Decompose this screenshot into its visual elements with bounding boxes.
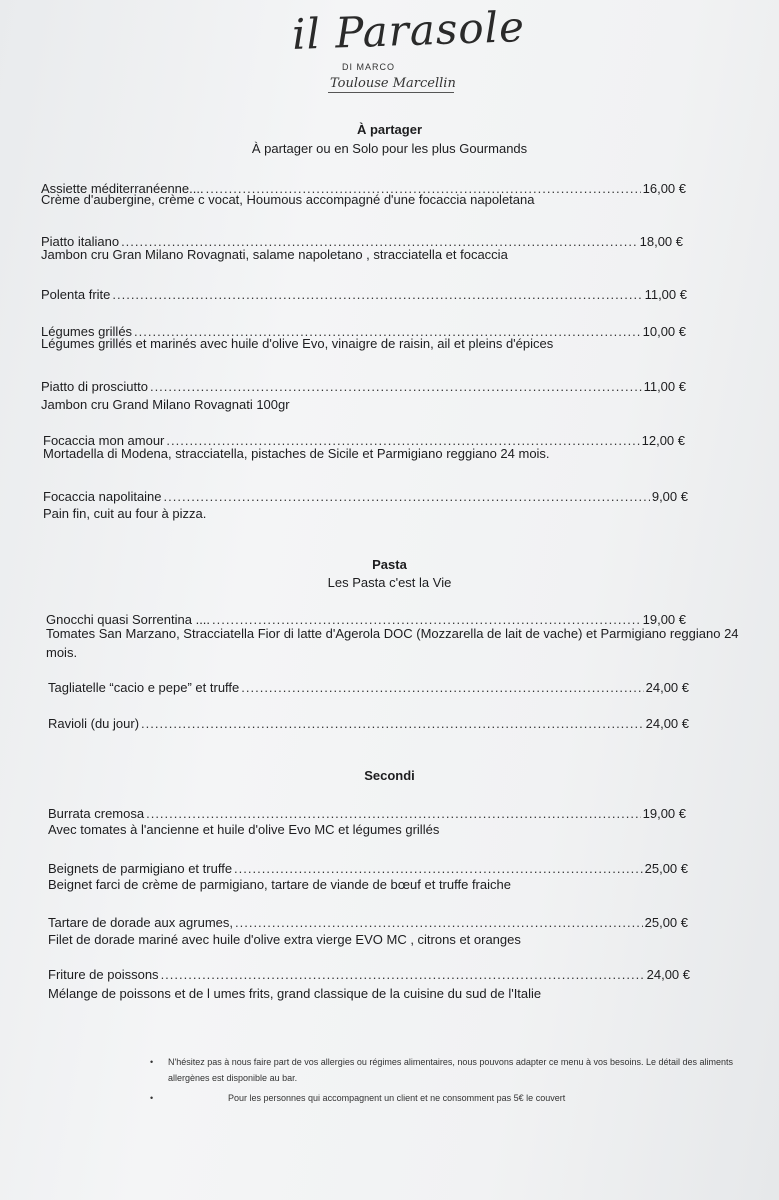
item-name: Piatto di prosciutto	[41, 379, 148, 394]
item-name: Légumes grillés	[41, 324, 133, 339]
logo-name: il Parasole	[291, 1, 526, 60]
allergy-note	[150, 1054, 760, 1086]
item-description: Légumes grillés et marinés avec huile d'olive Evo, vinaigre de raisin, ail et pleins d'épices	[41, 336, 554, 351]
leader-dots	[150, 379, 642, 394]
menu-item-focaccia-napolitaine	[43, 489, 688, 504]
item-price: 11,00 €	[643, 379, 686, 394]
item-name: Polenta frite	[41, 287, 111, 302]
item-description: Pain fin, cuit au four à pizza.	[43, 506, 207, 521]
leader-dots	[164, 489, 650, 504]
item-price: 19,00 €	[642, 612, 686, 627]
section-title-a-partager: À partager	[356, 122, 423, 137]
item-description: Avec tomates à l'ancienne et huile d'olive Evo MC et légumes grillés	[48, 822, 440, 837]
logo-signature: Toulouse Marcellin	[330, 76, 456, 91]
leader-dots	[141, 716, 644, 731]
item-description: Crème d'aubergine, crème c vocat, Houmous accompagné d'une focaccia napoletana	[41, 192, 535, 207]
menu-item-burrata-cremosa	[48, 806, 686, 821]
leader-dots	[146, 806, 641, 821]
leader-dots	[161, 967, 645, 982]
leader-dots	[234, 861, 643, 876]
item-name: Focaccia napolitaine	[43, 489, 162, 504]
item-price: 19,00 €	[642, 806, 686, 821]
item-price: 25,00 €	[644, 861, 688, 876]
leader-dots	[241, 680, 643, 695]
menu-item-friture-de-poissons	[48, 967, 690, 982]
leader-dots	[112, 287, 642, 302]
menu-item-beignets-de-parmigiano	[48, 861, 688, 876]
item-name: Ravioli (du jour)	[48, 716, 140, 731]
section-subtitle-pasta: Les Pasta c'est la Vie	[327, 575, 452, 590]
item-description: Mortadella di Modena, stracciatella, pistaches de Sicile et Parmigiano reggiano 24 mois.	[43, 446, 550, 461]
menu-item-tartare-de-dorade	[48, 915, 688, 930]
item-description: Filet de dorade mariné avec huile d'olive extra vierge EVO MC , citrons et oranges	[48, 932, 521, 947]
item-description: Mélange de poissons et de l umes frits, grand classique de la cuisine du sud de l'Italie	[48, 986, 542, 1001]
item-description: Beignet farci de crème de parmigiano, tartare de viande de bœuf et truffe fraiche	[48, 877, 511, 892]
logo-subtitle: DI MARCO	[342, 62, 395, 72]
item-price: 24,00 €	[646, 967, 690, 982]
menu-item-ravioli-du-jour	[48, 716, 689, 731]
menu-item-polenta-frite	[41, 287, 687, 302]
note-bullet: •	[150, 1093, 154, 1103]
item-name: Friture de poissons	[48, 967, 159, 982]
item-name: Gnocchi quasi Sorrentina ....	[46, 612, 211, 627]
item-price: 9,00 €	[651, 489, 688, 504]
menu-item-piatto-di-prosciutto	[41, 379, 686, 394]
note-bullet: •	[150, 1057, 154, 1067]
item-price: 16,00 €	[642, 181, 686, 196]
item-name: Assiette méditerranéenne....	[41, 181, 204, 196]
note-text: Pour les personnes qui accompagnent un client et ne consomment pas 5€ le couvert	[228, 1093, 566, 1103]
item-name: Burrata cremosa	[48, 806, 145, 821]
footer-notes	[150, 1054, 760, 1106]
item-name: Focaccia mon amour	[43, 433, 165, 448]
note-text: N'hésitez pas à nous faire part de vos allergies ou régimes alimentaires, nous pouvons adapter ce menu à vos besoins. Le détail des aliments allergènes est disponible au bar.	[168, 1057, 734, 1083]
item-price: 25,00 €	[644, 915, 688, 930]
item-name: Tagliatelle “cacio e pepe” et truffe	[48, 680, 240, 695]
item-name: Piatto italiano	[41, 234, 120, 249]
item-name: Beignets de parmigiano et truffe	[48, 861, 233, 876]
item-price: 18,00 €	[639, 234, 683, 249]
item-price: 11,00 €	[644, 287, 687, 302]
item-name: Tartare de dorade aux agrumes,	[48, 915, 233, 930]
leader-dots	[235, 915, 643, 930]
menu-item-tagliatelle-cacio-e-pepe	[48, 680, 689, 695]
item-price: 24,00 €	[645, 680, 689, 695]
item-price: 24,00 €	[645, 716, 689, 731]
restaurant-logo	[0, 0, 779, 110]
section-title-pasta: Pasta	[372, 557, 407, 572]
item-description: Tomates San Marzano, Stracciatella Fior di latte d'Agerola DOC (Mozzarella de lait de vache) et Parmigiano reggiano 24 mois.	[46, 626, 739, 660]
section-subtitle-a-partager: À partager ou en Solo pour les plus Gourmands	[251, 141, 528, 156]
item-price: 10,00 €	[642, 324, 686, 339]
item-description: Jambon cru Gran Milano Rovagnati, salame napoletano , stracciatella et focaccia	[41, 247, 508, 262]
signature-underline	[328, 92, 454, 93]
item-description: Jambon cru Grand Milano Rovagnati 100gr	[41, 397, 290, 412]
item-price: 12,00 €	[641, 433, 685, 448]
section-title-secondi: Secondi	[364, 768, 415, 783]
cover-charge-note	[150, 1090, 760, 1106]
